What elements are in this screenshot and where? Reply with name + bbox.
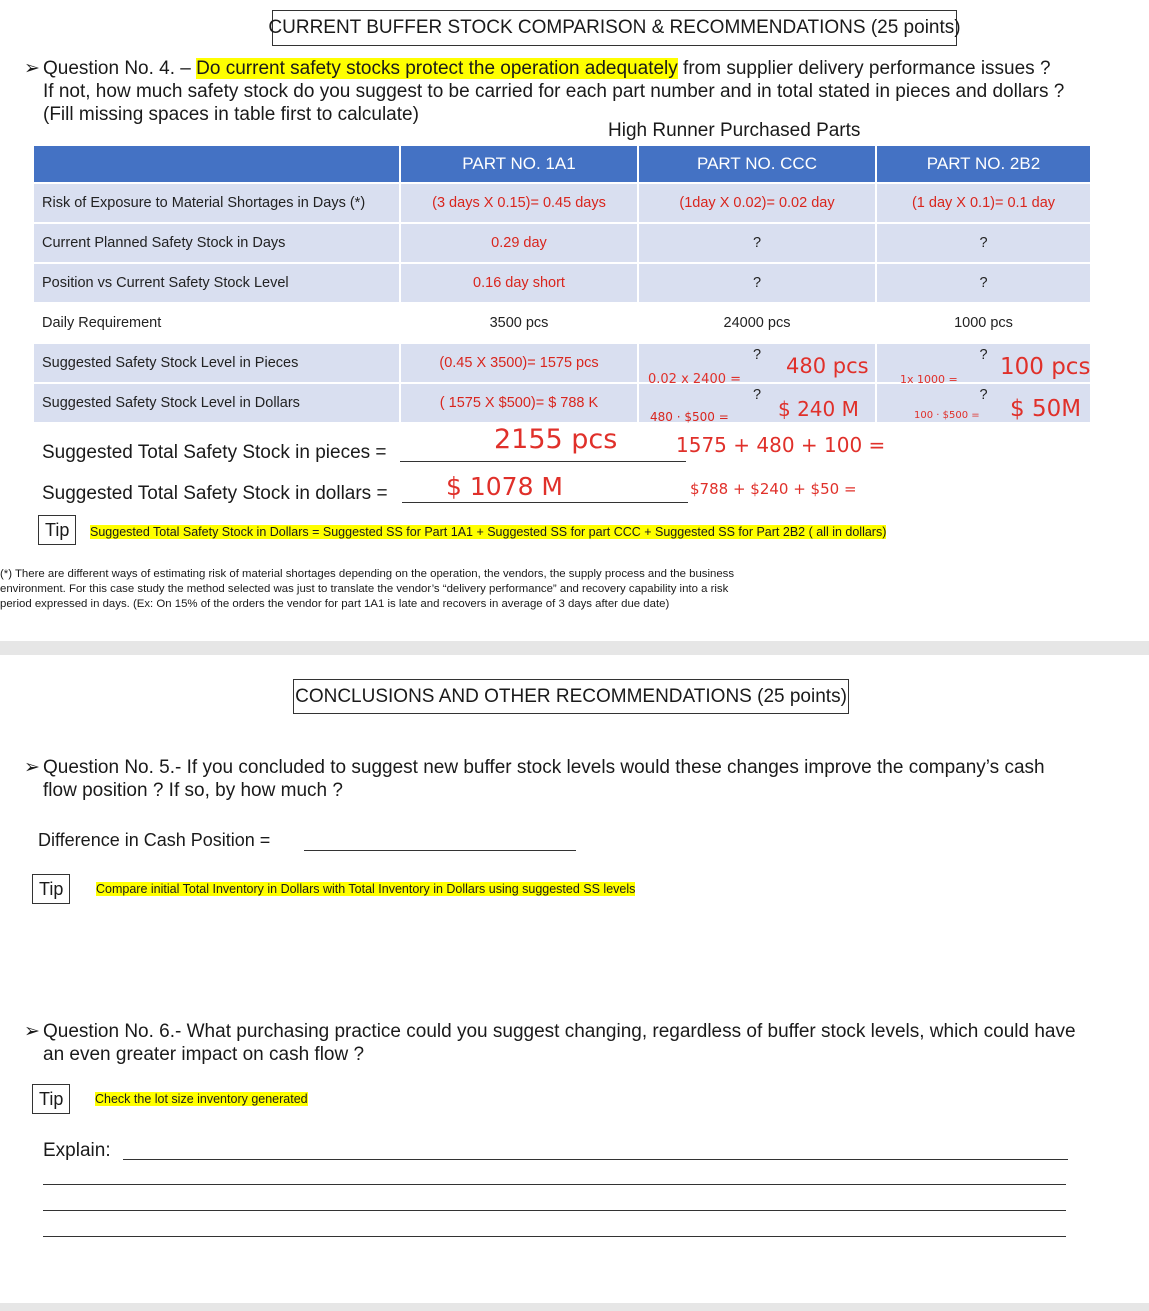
cell-2b2[interactable]: ? bbox=[877, 384, 1092, 424]
question-6-line2: an even greater impact on cash flow ? bbox=[43, 1044, 365, 1065]
header-part-2b2: PART NO. 2B2 bbox=[877, 146, 1092, 184]
footnote-line: (*) There are different ways of estimating risk of material shortages depending on the operation, the vendors, the supply process and the business bbox=[0, 568, 735, 580]
cell-2b2: 1000 pcs bbox=[877, 304, 1092, 344]
explain-answer-line[interactable] bbox=[123, 1141, 1068, 1160]
tip-text: Suggested Total Safety Stock in Dollars = Suggested SS for Part 1A1 + Suggested SS for part CCC + Suggested SS for Part 2B2 ( all in dollars) bbox=[90, 525, 887, 539]
table-row bbox=[34, 224, 1092, 264]
table-row bbox=[34, 184, 1092, 224]
explain-answer-line[interactable] bbox=[43, 1192, 1066, 1211]
table-header-row bbox=[34, 146, 1092, 184]
handwritten-2b2-pieces-result: 100 pcs bbox=[1000, 354, 1091, 380]
section-title-conclusions: CONCLUSIONS AND OTHER RECOMMENDATIONS (25 points) bbox=[293, 679, 849, 714]
handwritten-2b2-pieces-calc: 1x 1000 = bbox=[900, 373, 958, 386]
cell-1a1: 3500 pcs bbox=[401, 304, 639, 344]
cell-1a1: 0.29 day bbox=[401, 224, 639, 264]
table-caption: High Runner Purchased Parts bbox=[608, 120, 861, 141]
question-4-line2: If not, how much safety stock do you suggest to be carried for each part number and in total stated in pieces and dollars ? bbox=[43, 81, 1065, 102]
tip-badge: Tip bbox=[32, 1084, 70, 1114]
cell-ccc[interactable]: ? bbox=[639, 264, 877, 304]
explain-label: Explain: bbox=[43, 1140, 111, 1161]
cell-1a1: ( 1575 X $500)= $ 788 K bbox=[401, 384, 639, 424]
question-5-line2: flow position ? If so, by how much ? bbox=[43, 780, 343, 801]
tip-badge: Tip bbox=[32, 874, 70, 904]
cell-ccc[interactable]: ? bbox=[639, 224, 877, 264]
arrow-bullet-icon: ➢ bbox=[24, 58, 40, 79]
handwritten-ccc-dollars-calc: 480 · $500 = bbox=[650, 410, 729, 424]
handwritten-ccc-pieces-calc: 0.02 x 2400 = bbox=[648, 372, 742, 387]
row-label: Position vs Current Safety Stock Level bbox=[34, 264, 401, 304]
footnote-line: environment. For this case study the method selected was just to translate the vendor’s “delivery performance” and recovery capability into a risk bbox=[0, 583, 729, 595]
cell-ccc[interactable]: ? bbox=[639, 344, 877, 384]
arrow-bullet-icon: ➢ bbox=[24, 757, 40, 778]
handwritten-ccc-dollars-result: $ 240 M bbox=[778, 397, 859, 421]
table-row bbox=[34, 304, 1092, 344]
handwritten-2b2-dollars-result: $ 50M bbox=[1010, 396, 1082, 422]
handwritten-total-pieces-calc: 1575 + 480 + 100 = bbox=[676, 433, 886, 457]
cell-2b2[interactable]: ? bbox=[877, 264, 1092, 304]
tip-text: Compare initial Total Inventory in Dollars with Total Inventory in Dollars using suggested SS levels bbox=[96, 882, 636, 896]
question-6-line1: Question No. 6.- What purchasing practice could you suggest changing, regardless of buffer stock levels, which could have bbox=[43, 1021, 1076, 1042]
cell-2b2[interactable]: ? bbox=[877, 224, 1092, 264]
arrow-bullet-icon: ➢ bbox=[24, 1021, 40, 1042]
explain-answer-line[interactable] bbox=[43, 1218, 1066, 1237]
cell-ccc[interactable]: ? bbox=[639, 384, 877, 424]
difference-cash-answer-line[interactable] bbox=[304, 832, 576, 851]
question-5 bbox=[24, 756, 1134, 802]
table-row bbox=[34, 264, 1092, 304]
handwritten-ccc-pieces-result: 480 pcs bbox=[786, 354, 869, 378]
cell-1a1: 0.16 day short bbox=[401, 264, 639, 304]
page-separator bbox=[0, 641, 1149, 655]
total-pieces-label: Suggested Total Safety Stock in pieces = bbox=[42, 442, 387, 463]
question-4 bbox=[24, 57, 1134, 126]
question-4-line3: (Fill missing spaces in table first to calculate) bbox=[43, 104, 419, 125]
cell-ccc: 24000 pcs bbox=[639, 304, 877, 344]
explain-answer-line[interactable] bbox=[43, 1166, 1066, 1185]
handwritten-2b2-dollars-calc: 100 · $500 = bbox=[914, 410, 980, 421]
row-label: Current Planned Safety Stock in Days bbox=[34, 224, 401, 264]
row-label: Risk of Exposure to Material Shortages in Days (*) bbox=[34, 184, 401, 224]
row-label: Daily Requirement bbox=[34, 304, 401, 344]
total-dollars-label: Suggested Total Safety Stock in dollars = bbox=[42, 483, 388, 504]
header-part-ccc: PART NO. CCC bbox=[639, 146, 877, 184]
cell-ccc: (1day X 0.02)= 0.02 day bbox=[639, 184, 877, 224]
header-part-1a1: PART NO. 1A1 bbox=[401, 146, 639, 184]
handwritten-total-dollars: $ 1078 M bbox=[446, 472, 563, 501]
row-label: Suggested Safety Stock Level in Dollars bbox=[34, 384, 401, 424]
difference-cash-label: Difference in Cash Position = bbox=[38, 830, 271, 850]
question-6 bbox=[24, 1020, 1134, 1066]
handwritten-total-pieces: 2155 pcs bbox=[494, 424, 618, 455]
cell-2b2: (1 day X 0.1)= 0.1 day bbox=[877, 184, 1092, 224]
cell-1a1: (0.45 X 3500)= 1575 pcs bbox=[401, 344, 639, 384]
row-label: Suggested Safety Stock Level in Pieces bbox=[34, 344, 401, 384]
handwritten-total-dollars-calc: $788 + $240 + $50 = bbox=[690, 480, 857, 498]
tip-text: Check the lot size inventory generated bbox=[95, 1092, 308, 1106]
question-5-line1: Question No. 5.- If you concluded to suggest new buffer stock levels would these changes improve the company’s cash bbox=[43, 757, 1045, 778]
tip-badge: Tip bbox=[38, 515, 76, 545]
section-title-buffer-stock: CURRENT BUFFER STOCK COMPARISON & RECOMMENDATIONS (25 points) bbox=[272, 10, 957, 46]
footnote-line: period expressed in days. (Ex: On 15% of the orders the vendor for part 1A1 is late and recovers in average of 3 days after due date) bbox=[0, 598, 670, 610]
cell-1a1: (3 days X 0.15)= 0.45 days bbox=[401, 184, 639, 224]
footnote bbox=[0, 567, 820, 612]
page-bottom-border bbox=[0, 1303, 1149, 1311]
cell-2b2[interactable]: ? bbox=[877, 344, 1092, 384]
header-empty bbox=[34, 146, 401, 184]
question-4-line1: Question No. 4. – Do current safety stocks protect the operation adequately from supplier delivery performance issues ? bbox=[43, 58, 1051, 79]
